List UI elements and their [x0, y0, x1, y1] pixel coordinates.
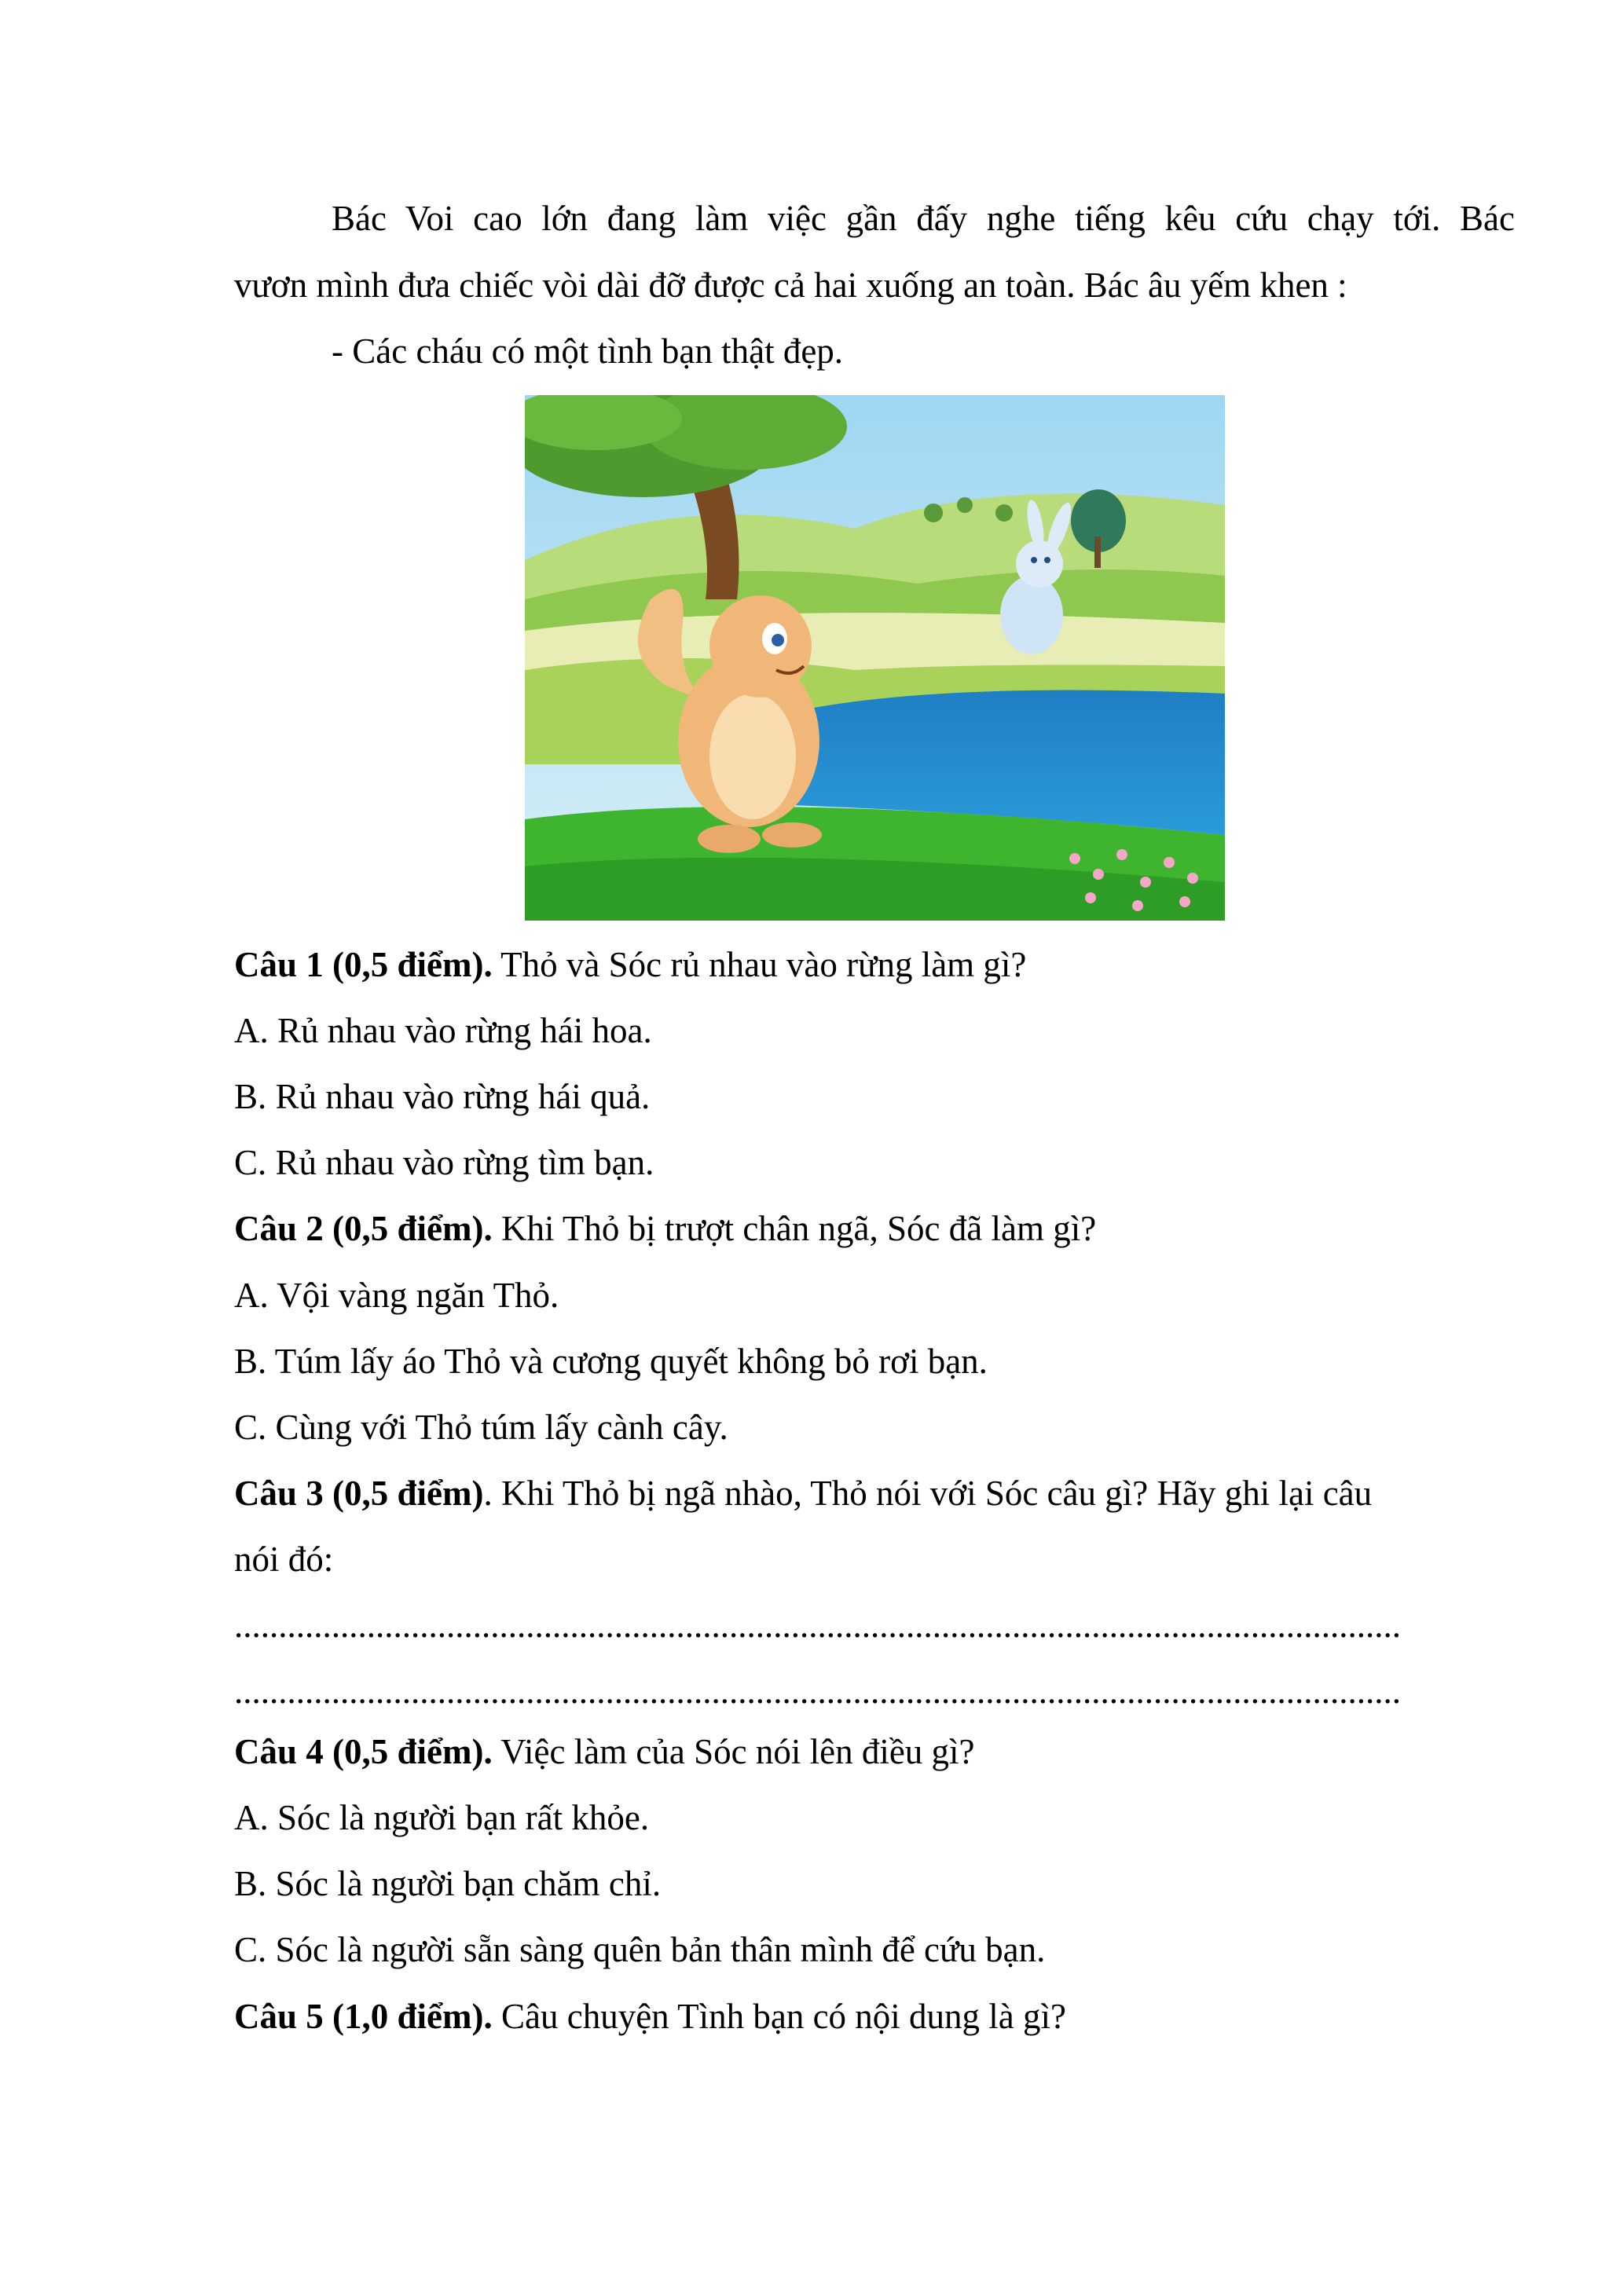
question-1-option-a: A. Rủ nhau vào rừng hái hoa.: [234, 1011, 652, 1050]
question-5: Câu 5 (1,0 điểm). Câu chuyện Tình bạn có nội dung là gì?: [234, 1997, 1066, 2036]
question-2-option-c: C. Cùng với Thỏ túm lấy cành cây.: [234, 1408, 728, 1447]
question-2-option-b: B. Túm lấy áo Thỏ và cương quyết không bỏ rơi bạn.: [234, 1342, 988, 1381]
question-4: Câu 4 (0,5 điểm). Việc làm của Sóc nói lên điều gì?: [234, 1732, 975, 1771]
passage-line-3: - Các cháu có một tình bạn thật đẹp.: [332, 331, 844, 371]
story-illustration: [525, 395, 1225, 921]
question-2: Câu 2 (0,5 điểm). Khi Thỏ bị trượt chân ngã, Sóc đã làm gì?: [234, 1209, 1097, 1248]
question-4-option-c: C. Sóc là người sẵn sàng quên bản thân mình để cứu bạn.: [234, 1930, 1046, 1969]
question-3: Câu 3 (0,5 điểm). Khi Thỏ bị ngã nhào, Thỏ nói với Sóc câu gì? Hãy ghi lại câu: [234, 1474, 1373, 1513]
question-4-option-a: A. Sóc là người bạn rất khỏe.: [234, 1798, 650, 1837]
question-1-option-c: C. Rủ nhau vào rừng tìm bạn.: [234, 1143, 654, 1182]
answer-line-2: ....................................................................................................................................: [234, 1672, 1401, 1711]
question-3-continued: nói đó:: [234, 1540, 334, 1579]
question-1-option-b: B. Rủ nhau vào rừng hái quả.: [234, 1077, 651, 1116]
question-4-option-b: B. Sóc là người bạn chăm chỉ.: [234, 1864, 662, 1903]
question-1: Câu 1 (0,5 điểm). Thỏ và Sóc rủ nhau vào rừng làm gì?: [234, 945, 1027, 984]
answer-line-1: ....................................................................................................................................: [234, 1606, 1401, 1645]
question-2-option-a: A. Vội vàng ngăn Thỏ.: [234, 1276, 559, 1315]
passage-line-1: Bác Voi cao lớn đang làm việc gần đấy nghe tiếng kêu cứu chạy tới. Bác: [332, 199, 1515, 238]
passage-line-2: vươn mình đưa chiếc vòi dài đỡ được cả hai xuống an toàn. Bác âu yếm khen :: [234, 265, 1347, 305]
